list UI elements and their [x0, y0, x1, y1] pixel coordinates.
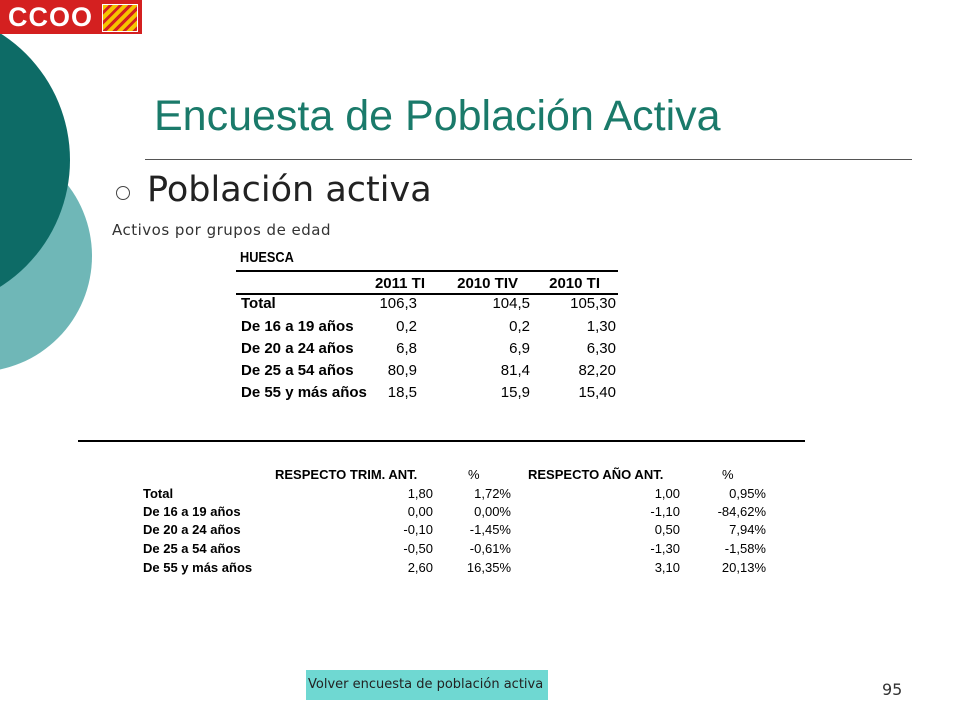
- column-header: %: [722, 467, 734, 482]
- table-cell: 0,2: [509, 318, 530, 335]
- table-cell: 106,3: [379, 295, 417, 312]
- table-cell: 3,10: [654, 560, 680, 575]
- table-rule-top: [236, 270, 618, 272]
- row-label: De 20 a 24 años: [241, 340, 354, 357]
- column-header: 2011 TI: [374, 275, 425, 292]
- table-cell: 1,80: [407, 486, 433, 501]
- aragon-flag-icon: [102, 4, 138, 32]
- row-label: De 25 a 54 años: [241, 362, 354, 379]
- column-header: RESPECTO AÑO ANT.: [528, 467, 664, 482]
- table-cell: 15,40: [578, 384, 616, 401]
- column-header: %: [468, 467, 480, 482]
- table-cell: 0,00: [407, 504, 433, 519]
- table-caption: Activos por grupos de edad: [112, 221, 332, 239]
- table-cell: 15,9: [500, 384, 530, 401]
- ccoo-logo: [0, 0, 142, 34]
- section-subtitle: Población activa: [147, 170, 432, 210]
- page-number: 95: [882, 680, 903, 699]
- logo-text: CCOO: [8, 2, 93, 32]
- table-cell: 0,50: [654, 522, 680, 537]
- title-divider: [145, 159, 912, 160]
- table-cell: 0,2: [396, 318, 417, 335]
- table-cell: 80,9: [387, 362, 417, 379]
- table-cell: 1,00: [654, 486, 680, 501]
- table-cell: 6,9: [509, 340, 530, 357]
- column-header: RESPECTO TRIM. ANT.: [275, 467, 418, 482]
- row-label: De 20 a 24 años: [143, 522, 241, 537]
- table-cell: 6,8: [396, 340, 417, 357]
- row-label: Total: [143, 486, 174, 501]
- table-title: HUESCA: [240, 249, 294, 266]
- row-label: De 16 a 19 años: [241, 318, 354, 335]
- column-header: 2010 TI: [549, 275, 600, 292]
- table-cell: 6,30: [586, 340, 616, 357]
- table-cell: 104,5: [492, 295, 530, 312]
- table-cell: 105,30: [570, 295, 616, 312]
- back-to-survey-link[interactable]: Volver encuesta de población activa: [306, 670, 548, 700]
- table-cell: -84,62%: [717, 504, 766, 519]
- page-title: Encuesta de Población Activa: [154, 92, 721, 140]
- table-cell: 1,30: [586, 318, 616, 335]
- table-cell: -1,58%: [724, 541, 766, 556]
- row-label: Total: [241, 295, 276, 312]
- table-cell: -0,50: [403, 541, 433, 556]
- section-divider: [78, 440, 805, 442]
- table-cell: 82,20: [578, 362, 616, 379]
- table-cell: -1,45%: [469, 522, 511, 537]
- table-cell: -1,10: [650, 504, 680, 519]
- table-cell: 2,60: [407, 560, 433, 575]
- table-cell: 7,94%: [729, 522, 766, 537]
- table-cell: 18,5: [387, 384, 417, 401]
- table-cell: -0,61%: [469, 541, 511, 556]
- row-label: De 55 y más años: [241, 384, 367, 401]
- table-cell: 16,35%: [466, 560, 511, 575]
- table-cell: -1,30: [650, 541, 680, 556]
- row-label: De 25 a 54 años: [143, 541, 241, 556]
- table-cell: 0,00%: [474, 504, 511, 519]
- bullet-circle-icon: [116, 186, 130, 200]
- table-cell: 0,95%: [729, 486, 766, 501]
- table-cell: -0,10: [403, 522, 433, 537]
- row-label: De 16 a 19 años: [143, 504, 241, 519]
- row-label: De 55 y más años: [143, 560, 253, 575]
- table-cell: 20,13%: [721, 560, 766, 575]
- column-header: 2010 TIV: [457, 275, 518, 292]
- table-cell: 1,72%: [474, 486, 511, 501]
- table-cell: 81,4: [500, 362, 530, 379]
